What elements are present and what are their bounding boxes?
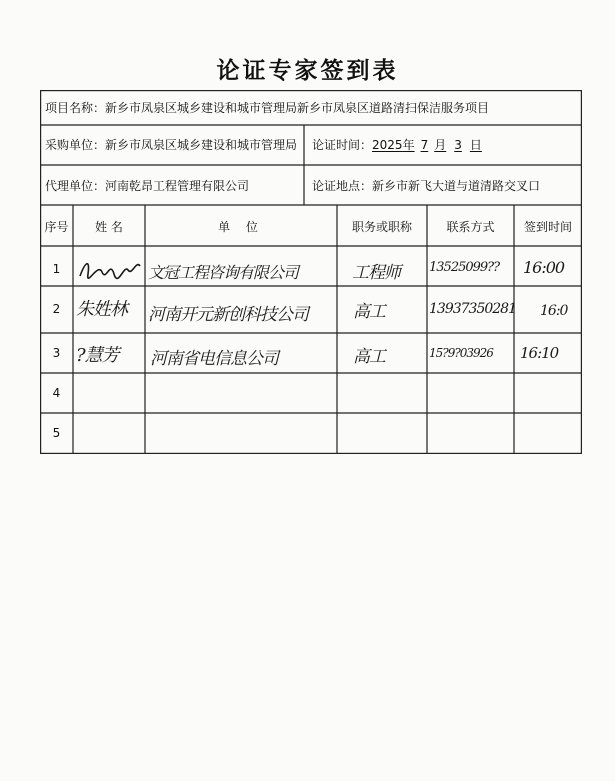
row-time: 16:10 [520,344,559,362]
place-label: 论证地点： [312,179,373,193]
time-month: 7 [420,138,429,152]
row-number: 5 [52,426,61,440]
place-row [312,179,540,193]
row-unit: 河南省电信息公司 [150,349,278,369]
row-phone: 13525099?? [429,260,500,275]
row-phone: 13937350281 [429,301,516,317]
time-month-unit: 月 [434,138,447,152]
row-title: 工程师 [352,263,400,283]
row-time: 16:0 [540,303,568,319]
row-unit: 河南开元新创科技公司 [148,305,308,325]
project-value: 新乡市凤泉区城乡建设和城市管理局新乡市凤泉区道路清扫保洁服务项目 [105,101,490,115]
time-row [312,138,482,152]
time-day-unit: 日 [469,138,482,152]
project-label: 项目名称： [45,101,106,115]
header-unit: 单 位 [218,220,264,234]
header-name: 姓 名 [95,220,123,234]
header-contact: 联系方式 [446,220,495,234]
row-name: ?慧芳 [76,345,119,366]
header-signin-time: 签到时间 [523,220,572,234]
row-title: 高工 [353,347,385,367]
agent-label: 代理单位： [45,179,106,193]
row-name: 朱姓林 [76,299,127,320]
time-year: 2025 [372,138,403,152]
header-title: 职务或职称 [351,220,412,234]
row-phone: 15?9?03926 [429,346,493,360]
row-title: 高工 [353,302,385,322]
time-day: 3 [454,138,462,152]
purchaser-row [45,138,297,152]
time-year-unit: 年 [402,138,415,152]
purchaser-value: 新乡市凤泉区城乡建设和城市管理局 [105,138,298,152]
time-label: 论证时间： [312,138,373,152]
place-value: 新乡市新飞大道与道清路交叉口 [372,179,541,193]
row-number: 3 [52,346,61,360]
row-number: 4 [52,386,61,400]
sign-in-table [40,90,582,454]
row-number: 1 [52,262,61,276]
document-title: 论证专家签到表 [216,58,399,84]
row-unit: 文冠工程咨询有限公司 [148,263,299,282]
signature-scribble [76,256,144,282]
project-row [45,101,489,115]
row-number: 2 [52,302,61,316]
header-no: 序号 [44,220,69,234]
agent-row [45,179,249,193]
row-time: 16:00 [523,258,565,277]
agent-value: 河南乾昂工程管理有限公司 [105,179,250,193]
purchaser-label: 采购单位： [45,138,106,152]
